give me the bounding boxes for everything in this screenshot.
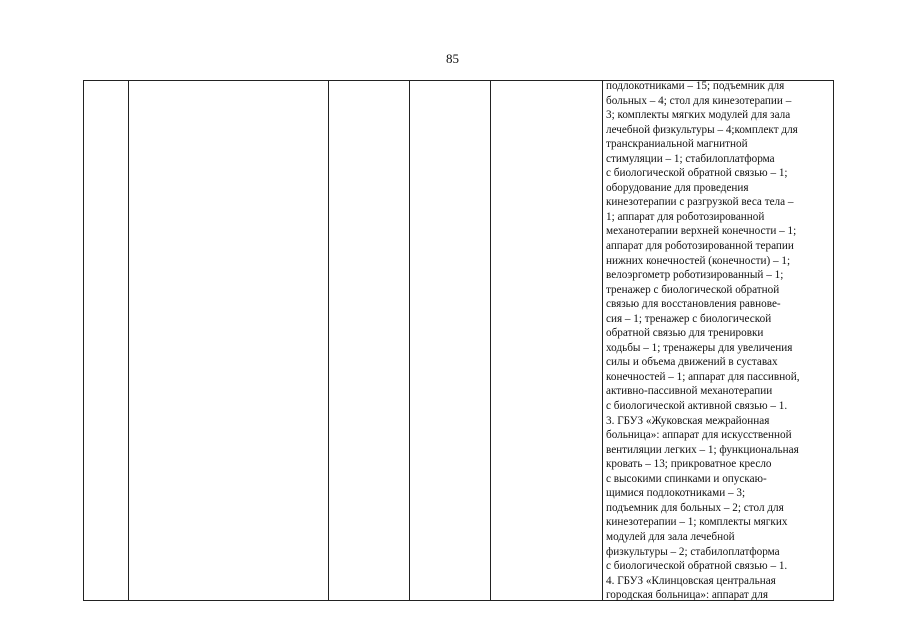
cell-text-line: 4. ГБУЗ «Клинцовская центральная (606, 574, 776, 587)
cell-text-line: нижних конечностей (конечности) – 1; (606, 254, 791, 267)
cell-text-line: вентиляции легких – 1; функциональная (606, 443, 799, 456)
cell-text-line: 1; аппарат для роботозированной (606, 210, 765, 223)
cell-text-line: модулей для зала лечебной (606, 530, 735, 543)
cell-text-line: 3; комплекты мягких модулей для зала (606, 109, 791, 122)
table-column-divider-3 (409, 81, 410, 600)
table-column-divider-5 (602, 81, 603, 600)
cell-text-line: больных – 4; стол для кинезотерапии – (606, 94, 792, 107)
equipment-list-cell (606, 79, 832, 603)
cell-text-line: оборудование для проведения (606, 181, 749, 194)
page-number: 85 (446, 51, 459, 66)
cell-text-line: подлокотниками – 15; подъемник для (606, 80, 785, 92)
cell-text-line: сия – 1; тренажер с биологической (606, 312, 772, 325)
cell-text-line: тренажер с биологической обратной (606, 283, 780, 296)
table-column-divider-2 (328, 81, 329, 600)
cell-text-line: велоэргометр роботизированный – 1; (606, 269, 784, 282)
cell-text-line: 3. ГБУЗ «Жуковская межрайонная (606, 414, 770, 427)
cell-text-line: силы и объема движений в суставах (606, 356, 778, 369)
cell-text-line: с биологической обратной связью – 1. (606, 560, 788, 573)
cell-text-line: с биологической обратной связью – 1; (606, 167, 788, 180)
cell-text-line: механотерапии верхней конечности – 1; (606, 225, 797, 238)
cell-text-line: конечностей – 1; аппарат для пассивной, (606, 370, 800, 383)
cell-text-line: кинезотерапии – 1; комплекты мягких (606, 516, 788, 529)
cell-text-line: щимися подлокотниками – 3; (606, 487, 746, 500)
cell-text-line: с биологической активной связью – 1. (606, 400, 788, 413)
cell-text-line: городская больница»: аппарат для (606, 589, 768, 602)
cell-text-line: связью для восстановления равнове- (606, 298, 781, 311)
cell-text-line: стимуляции – 1; стабилоплатформа (606, 152, 775, 165)
cell-text-line: лечебной физкультуры – 4;комплект для (606, 123, 798, 136)
cell-text-line: с высокими спинками и опускаю- (606, 472, 767, 485)
cell-text-line: кинезотерапии с разгрузкой веса тела – (606, 196, 794, 209)
table-column-divider-1 (128, 81, 129, 600)
cell-text-line: кровать – 13; прикроватное кресло (606, 458, 772, 471)
cell-text-line: физкультуры – 2; стабилоплатформа (606, 545, 780, 558)
cell-text-line: ходьбы – 1; тренажеры для увеличения (606, 341, 793, 354)
cell-text-line: подъемник для больных – 2; стол для (606, 501, 784, 514)
cell-text-line: больница»: аппарат для искусственной (606, 429, 792, 442)
cell-text-line: активно-пассивной механотерапии (606, 385, 773, 398)
cell-text-line: обратной связью для тренировки (606, 327, 764, 340)
cell-text-line: транскраниальной магнитной (606, 138, 748, 151)
table-column-divider-4 (490, 81, 491, 600)
cell-text-line: аппарат для роботозированной терапии (606, 240, 794, 253)
